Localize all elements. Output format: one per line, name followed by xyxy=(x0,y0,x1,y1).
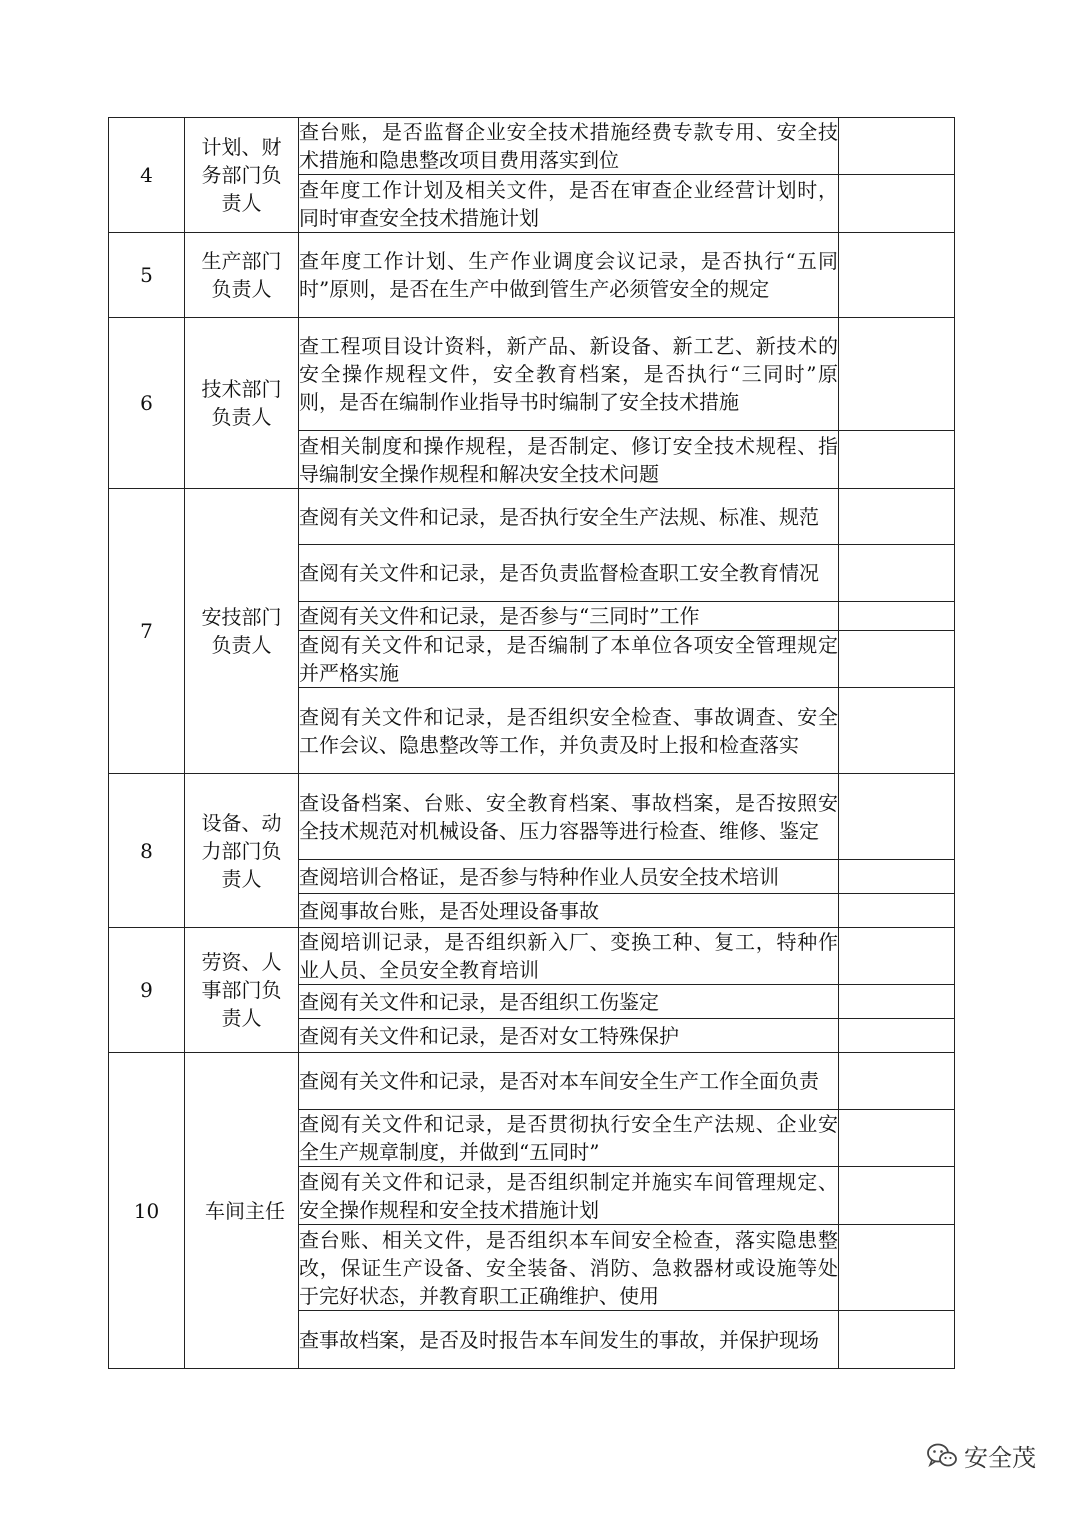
responsible-role xyxy=(185,928,299,1053)
role-label: 车间主任 xyxy=(205,1198,285,1223)
table-row xyxy=(109,928,955,985)
responsible-role xyxy=(185,118,299,233)
table-row xyxy=(109,1053,955,1110)
check-item: 查阅有关文件和记录，是否对女工特殊保护 xyxy=(299,1019,839,1053)
row-number: 8 xyxy=(109,774,185,928)
row-number: 10 xyxy=(109,1053,185,1369)
watermark xyxy=(926,1438,1036,1473)
responsible-role xyxy=(185,489,299,774)
check-item: 查设备档案、台账、安全教育档案、事故档案，是否按照安全技术规范对机械设备、压力容器等进行检查、维修、鉴定 xyxy=(299,774,839,860)
table-row xyxy=(109,233,955,318)
check-item: 查年度工作计划、生产作业调度会议记录，是否执行“五同时”原则，是否在生产中做到管生产必须管安全的规定 xyxy=(299,233,839,318)
role-label: 安技部门负责人 xyxy=(201,605,282,657)
check-item: 查台账，是否监督企业安全技术措施经费专款专用、安全技术措施和隐患整改项目费用落实到位 xyxy=(299,118,839,175)
result-cell[interactable] xyxy=(839,928,955,985)
result-cell[interactable] xyxy=(839,1053,955,1110)
check-item: 查阅有关文件和记录，是否负责监督检查职工安全教育情况 xyxy=(299,545,839,602)
role-label: 劳资、人事部门负责人 xyxy=(201,950,282,1030)
row-number: 5 xyxy=(109,233,185,318)
table-row xyxy=(109,774,955,860)
role-label: 计划、财务部门负责人 xyxy=(201,135,282,215)
check-item: 查阅培训记录，是否组织新入厂、变换工种、复工，特种作业人员、全员安全教育培训 xyxy=(299,928,839,985)
check-item: 查事故档案，是否及时报告本车间发生的事故，并保护现场 xyxy=(299,1311,839,1369)
result-cell[interactable] xyxy=(839,1311,955,1369)
check-item: 查阅有关文件和记录，是否执行安全生产法规、标准、规范 xyxy=(299,489,839,545)
row-number: 9 xyxy=(109,928,185,1053)
check-item: 查阅有关文件和记录，是否参与“三同时”工作 xyxy=(299,602,839,631)
check-item: 查阅培训合格证，是否参与特种作业人员安全技术培训 xyxy=(299,860,839,894)
result-cell[interactable] xyxy=(839,894,955,928)
result-cell[interactable] xyxy=(839,985,955,1019)
result-cell[interactable] xyxy=(839,602,955,631)
result-cell[interactable] xyxy=(839,318,955,431)
result-cell[interactable] xyxy=(839,1225,955,1311)
responsible-role xyxy=(185,1053,299,1369)
check-item: 查阅有关文件和记录，是否编制了本单位各项安全管理规定并严格实施 xyxy=(299,631,839,688)
result-cell[interactable] xyxy=(839,489,955,545)
check-item: 查台账、相关文件，是否组织本车间安全检查，落实隐患整改，保证生产设备、安全装备、消防、急救器材或设施等处于完好状态，并教育职工正确维护、使用 xyxy=(299,1225,839,1311)
check-item: 查工程项目设计资料，新产品、新设备、新工艺、新技术的安全操作规程文件，安全教育档案，是否执行“三同时”原则，是否在编制作业指导书时编制了安全技术措施 xyxy=(299,318,839,431)
result-cell[interactable] xyxy=(839,233,955,318)
result-cell[interactable] xyxy=(839,118,955,175)
table-row xyxy=(109,489,955,545)
result-cell[interactable] xyxy=(839,545,955,602)
result-cell[interactable] xyxy=(839,860,955,894)
check-item: 查阅有关文件和记录，是否对本车间安全生产工作全面负责 xyxy=(299,1053,839,1110)
row-number: 7 xyxy=(109,489,185,774)
role-label: 生产部门负责人 xyxy=(201,249,282,301)
result-cell[interactable] xyxy=(839,1019,955,1053)
watermark-text: 安全茂 xyxy=(964,1444,1036,1472)
result-cell[interactable] xyxy=(839,1110,955,1167)
responsible-role xyxy=(185,318,299,489)
table-row xyxy=(109,318,955,431)
result-cell[interactable] xyxy=(839,431,955,489)
result-cell[interactable] xyxy=(839,774,955,860)
table-row xyxy=(109,118,955,175)
result-cell[interactable] xyxy=(839,175,955,233)
responsible-role xyxy=(185,233,299,318)
role-label: 技术部门负责人 xyxy=(201,377,282,429)
check-item: 查阅有关文件和记录，是否组织安全检查、事故调查、安全工作会议、隐患整改等工作，并负责及时上报和检查落实 xyxy=(299,688,839,774)
check-item: 查年度工作计划及相关文件，是否在审查企业经营计划时，同时审查安全技术措施计划 xyxy=(299,175,839,233)
result-cell[interactable] xyxy=(839,688,955,774)
check-item: 查阅有关文件和记录，是否组织制定并施实车间管理规定、安全操作规程和安全技术措施计划 xyxy=(299,1167,839,1225)
role-label: 设备、动力部门负责人 xyxy=(201,810,282,891)
responsibility-check-table xyxy=(108,117,955,1369)
check-item: 查阅事故台账，是否处理设备事故 xyxy=(299,894,839,928)
row-number: 6 xyxy=(109,318,185,489)
wechat-icon xyxy=(926,1442,958,1470)
check-item: 查阅有关文件和记录，是否组织工伤鉴定 xyxy=(299,985,839,1019)
check-item: 查相关制度和操作规程，是否制定、修订安全技术规程、指导编制安全操作规程和解决安全技术问题 xyxy=(299,431,839,489)
check-item: 查阅有关文件和记录，是否贯彻执行安全生产法规、企业安全生产规章制度，并做到“五同时” xyxy=(299,1110,839,1167)
row-number: 4 xyxy=(109,118,185,233)
responsible-role xyxy=(185,774,299,928)
result-cell[interactable] xyxy=(839,1167,955,1225)
result-cell[interactable] xyxy=(839,631,955,688)
